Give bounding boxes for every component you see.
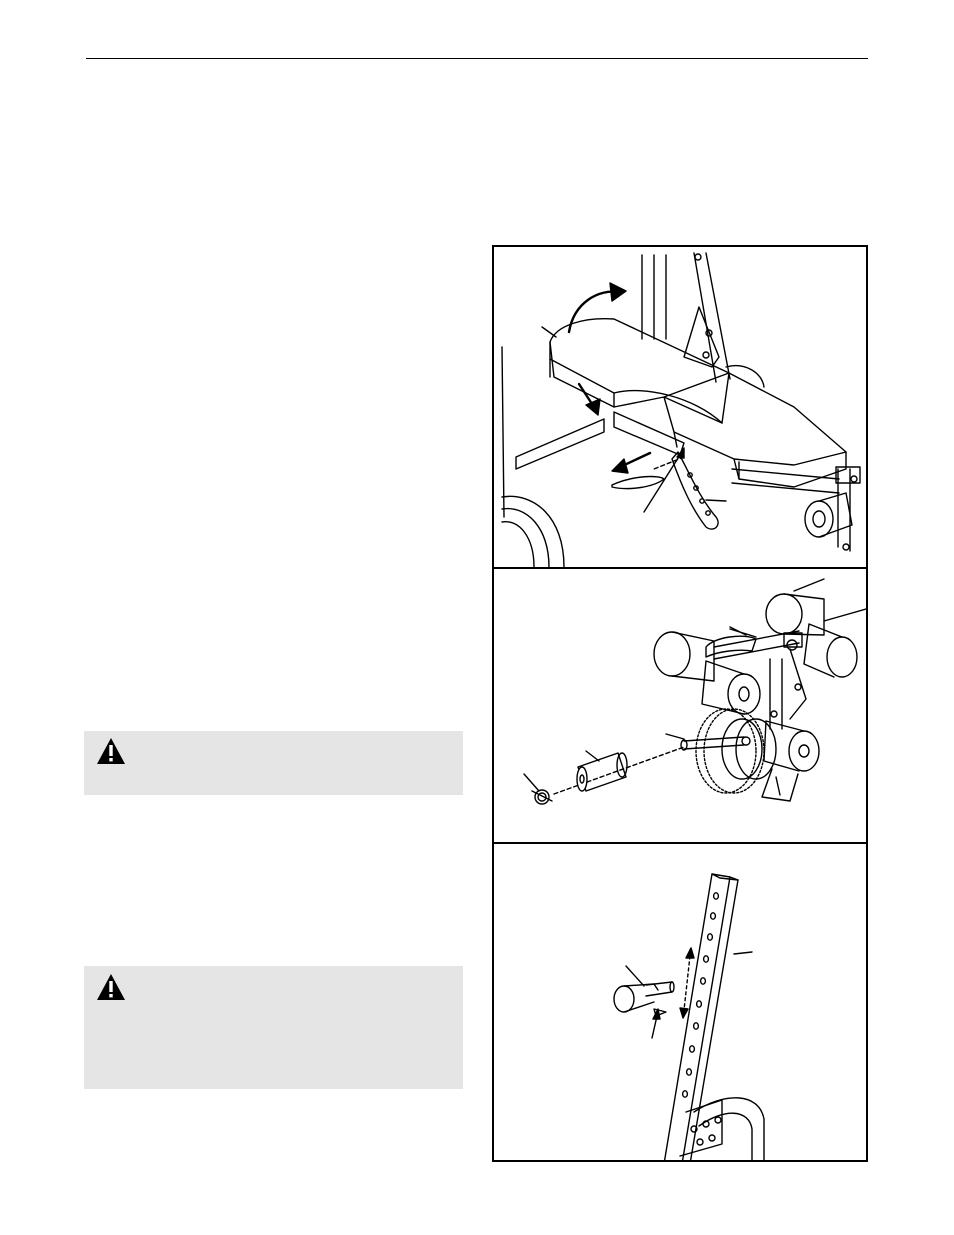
figure-weight-plate-sleeve bbox=[492, 567, 868, 844]
warning-box-2 bbox=[84, 966, 463, 1089]
warning-box-1 bbox=[84, 731, 463, 795]
warning-triangle-icon bbox=[96, 973, 126, 1001]
header-rule bbox=[86, 58, 868, 59]
warning-triangle-icon bbox=[96, 737, 126, 765]
figure-bench-pad-backrest bbox=[492, 245, 868, 569]
figure-upright-pin-adjustment bbox=[492, 842, 868, 1162]
